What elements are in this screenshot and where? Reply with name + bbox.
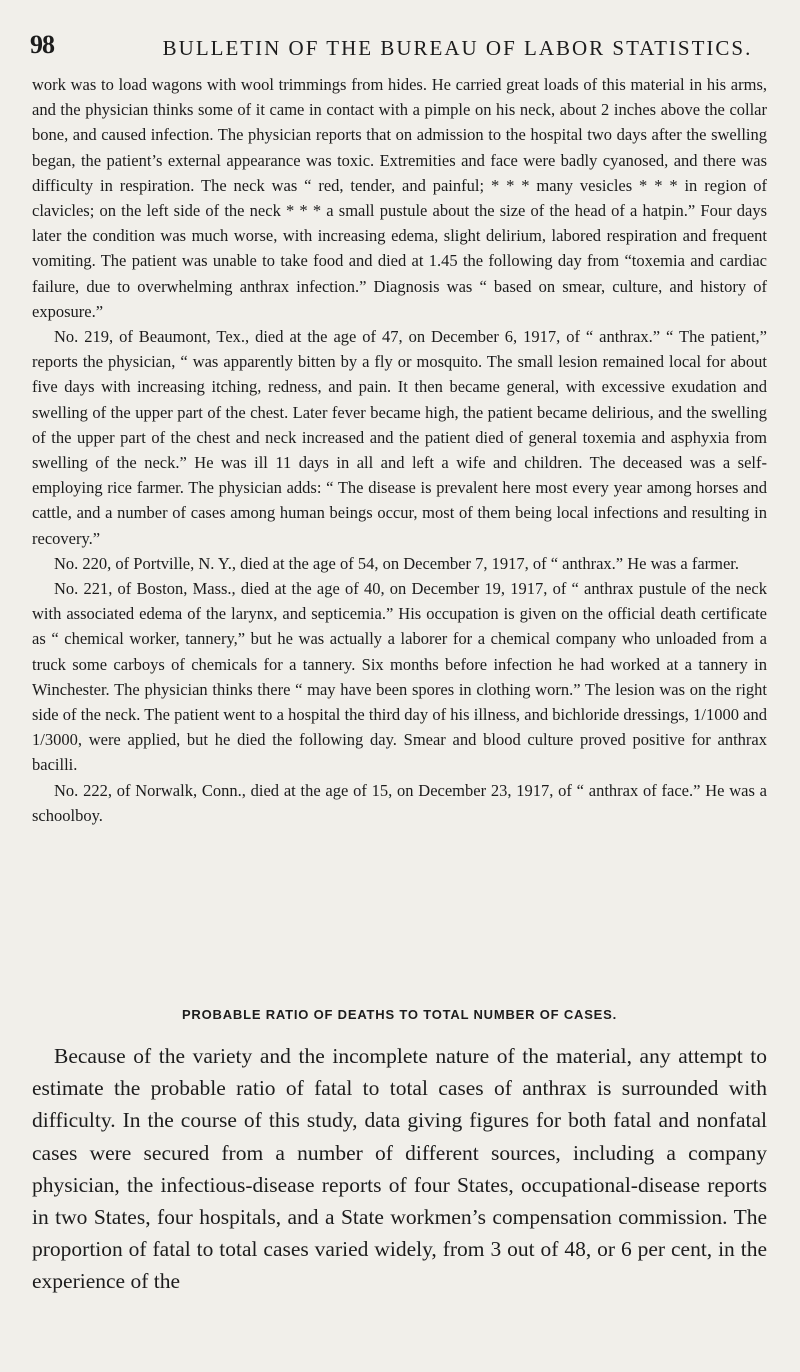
page-number: 98 (30, 30, 54, 59)
paragraph-case-221: No. 221, of Boston, Mass., died at the age of 40, on December 19, 1917, of “ anthrax pustule of the neck with associated edema of the larynx, and septicemia.” His occupation is given on the official death certificate as “ chemical worker, tannery,” but he was actually a laborer for a chemical company who unloaded from a truck some carboys of chemicals for a tannery. Six months before infection he had worked at a tannery in Winchester. The physician thinks there “ may have been spores in clothing worn.” The lesion was on the right side of the neck. The patient went to a hospital the third day of his illness, and bichloride dressings, 1/1000 and 1/3000, were applied, but he died the following day. Smear and blood culture proved positive for anthrax bacilli. (32, 579, 767, 775)
paragraph-case-220: No. 220, of Portville, N. Y., died at the age of 54, on December 7, 1917, of “ anthrax.” He was a farmer. (54, 553, 740, 573)
paragraph-case-218-continued: work was to load wagons with wool trimmings from hides. He carried great loads of this material in his arms, and the physician thinks some of it came in contact with a pimple on his neck, about 2 inches above the collar bone, and caused infection. The physician reports that on admission to the hospital two days after the swelling began, the patient’s external appearance was toxic. Extremities and face were badly cyanosed, and there was difficulty in respiration. The neck was “ red, tender, and painful; * * * many vesicles * * * in region of clavicles; on the left side of the neck * * * a small pustule about the size of the head of a hatpin.” Four days later the condition was much worse, with increasing edema, slight delirium, labored respiration and frequent vomiting. The patient was unable to take food and died at 1.45 the following day from “toxemia and cardiac failure, due to overwhelming anthrax infection.” Diagnosis was “ based on smear, culture, and history of exposure.” (32, 75, 767, 321)
page-header (30, 30, 775, 70)
section-heading: PROBABLE RATIO OF DEATHS TO TOTAL NUMBER OF CASES. (181, 1007, 618, 1022)
paragraph-case-222: No. 222, of Norwalk, Conn., died at the age of 15, on December 23, 1917, of “ anthrax of face.” He was a schoolboy. (32, 780, 767, 825)
case-reports (32, 72, 767, 828)
running-head: BULLETIN OF THE BUREAU OF LABOR STATISTICS. (162, 36, 753, 60)
section-body (32, 1040, 767, 1298)
paragraph-case-219: No. 219, of Beaumont, Tex., died at the age of 47, on December 6, 1917, of “ anthrax.” “ The patient,” reports the physician, “ was apparently bitten by a fly or mosquito. The small lesion remained local for about five days with increasing itching, redness, and pain. It then became general, with excessive exudation and swelling of the upper part of the chest. Later fever became high, the patient became delirious, and the swelling of the upper part of the chest and neck increased and the patient died of general toxemia and asphyxia from swelling of the neck.” He was ill 11 days in all and left a wife and children. The deceased was a self-employing rice farmer. The physician adds: “ The disease is prevalent here most every year among horses and cattle, and a number of cases among human beings occur, most of them being local infections and resulting in recovery.” (32, 327, 767, 548)
section-paragraph: Because of the variety and the incomplete nature of the material, any attempt to estimate the probable ratio of fatal to total cases of anthrax is surrounded with difficulty. In the course of this study, data giving figures for both fatal and nonfatal cases were secured from a number of different sources, including a company physician, the infectious-disease reports of four States, occupational-disease reports in two States, four hospitals, and a State workmen’s compensation commission. The proportion of fatal to total cases varied widely, from 3 out of 48, or 6 per cent, in the experience of the (32, 1044, 767, 1294)
